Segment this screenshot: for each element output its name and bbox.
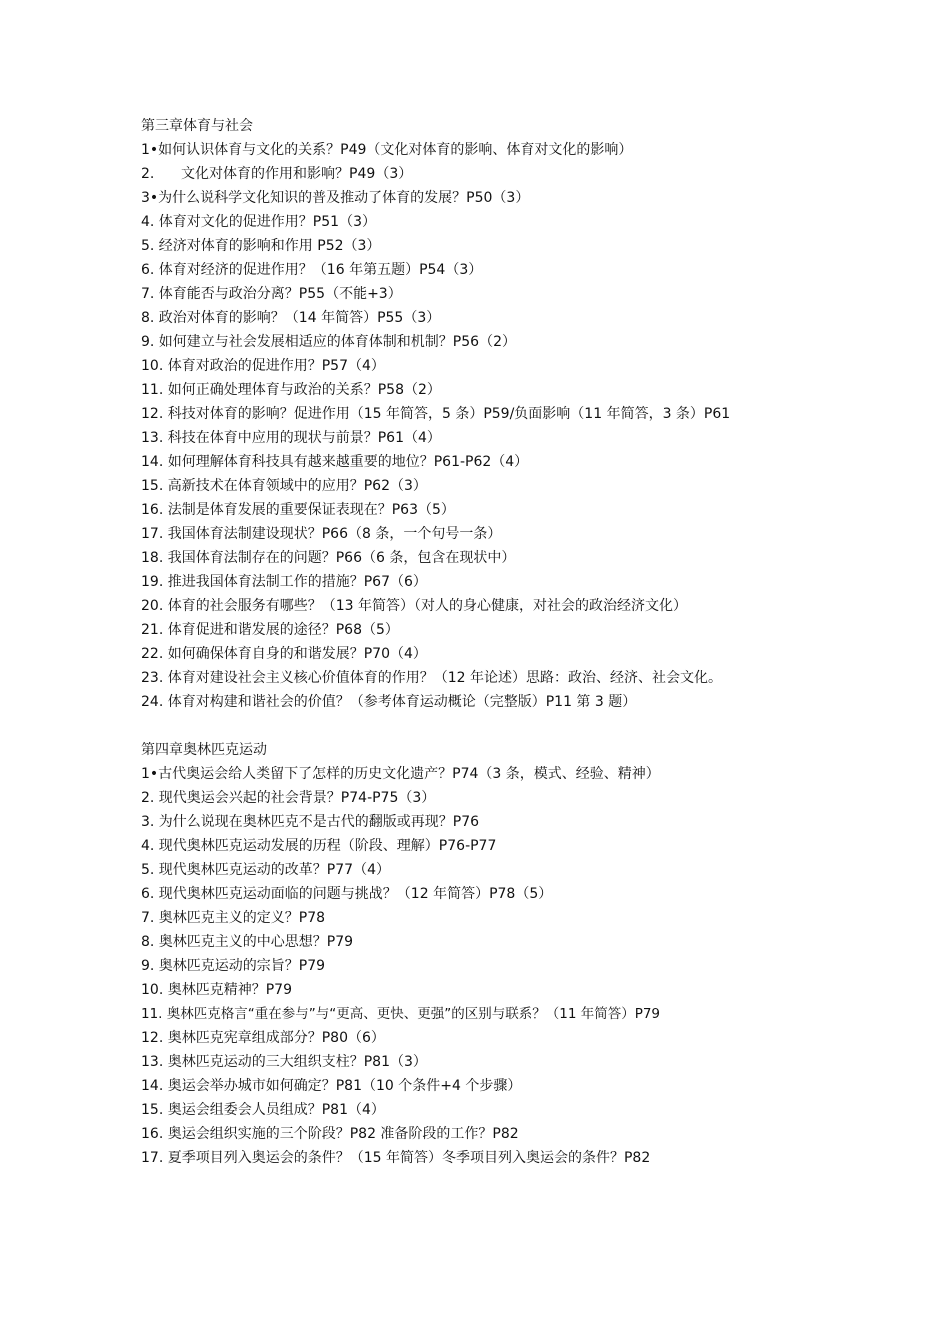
list-item: 5. 经济对体育的影响和作用 P52（3） bbox=[141, 238, 381, 254]
list-item: 14. 奥运会举办城市如何确定？P81（10 个条件+4 个步骤） bbox=[141, 1078, 522, 1094]
list-item: 21. 体育促进和谐发展的途径？P68（5） bbox=[141, 622, 399, 638]
list-item: 4. 体育对文化的促进作用？P51（3） bbox=[141, 214, 376, 230]
list-item: 20. 体育的社会服务有哪些？（13 年简答）（对人的身心健康，对社会的政治经济文化） bbox=[141, 598, 687, 614]
chapter-4-title: 第四章奥林匹克运动 bbox=[141, 742, 267, 758]
list-item: 10. 体育对政治的促进作用？P57（4） bbox=[141, 358, 385, 374]
list-item: 9. 如何建立与社会发展相适应的体育体制和机制？P56（2） bbox=[141, 334, 516, 350]
list-item: 10. 奥林匹克精神？P79 bbox=[141, 982, 292, 998]
section-spacer bbox=[141, 714, 821, 738]
list-item: 16. 法制是体育发展的重要保证表现在？P63（5） bbox=[141, 502, 455, 518]
list-item: 17. 我国体育法制建设现状？P66（8 条，一个句号一条） bbox=[141, 526, 502, 542]
list-item: 15. 高新技术在体育领域中的应用？P62（3） bbox=[141, 478, 427, 494]
list-item: 18. 我国体育法制存在的问题？P66（6 条，包含在现状中） bbox=[141, 550, 516, 566]
list-item: 8. 政治对体育的影响？（14 年简答）P55（3） bbox=[141, 310, 441, 326]
list-item: 12. 奥林匹克宪章组成部分？P80（6） bbox=[141, 1030, 385, 1046]
list-item: 15. 奥运会组委会人员组成？P81（4） bbox=[141, 1102, 385, 1118]
list-item: 6. 体育对经济的促进作用？（16 年第五题）P54（3） bbox=[141, 262, 483, 278]
list-item: 23. 体育对建设社会主义核心价值体育的作用？（12 年论述）思路：政治、经济、社会文化。 bbox=[141, 670, 722, 686]
list-item: 14. 如何理解体育科技具有越来越重要的地位？P61-P62（4） bbox=[141, 454, 529, 470]
list-item: 1•如何认识体育与文化的关系？P49（文化对体育的影响、体育对文化的影响） bbox=[141, 142, 633, 158]
list-item: 11. 如何正确处理体育与政治的关系？P58（2） bbox=[141, 382, 441, 398]
list-item: 4. 现代奥林匹克运动发展的历程（阶段、理解）P76-P77 bbox=[141, 838, 497, 854]
list-item: 22. 如何确保体育自身的和谐发展？P70（4） bbox=[141, 646, 427, 662]
list-item: 19. 推进我国体育法制工作的措施？P67（6） bbox=[141, 574, 427, 590]
list-item: 12. 科技对体育的影响？促进作用（15 年简答，5 条）P59/负面影响（11 年简答，3 条）P61 bbox=[141, 406, 731, 422]
list-item: 7. 奥林匹克主义的定义？P78 bbox=[141, 910, 326, 926]
list-item: 16. 奥运会组织实施的三个阶段？P82 准备阶段的工作？P82 bbox=[141, 1126, 519, 1142]
list-item: 2. 现代奥运会兴起的社会背景？P74-P75（3） bbox=[141, 790, 436, 806]
list-item: 24. 体育对构建和谐社会的价值？（参考体育运动概论（完整版）P11 第 3 题） bbox=[141, 694, 637, 710]
chapter-4-list bbox=[141, 762, 821, 1170]
list-item: 8. 奥林匹克主义的中心思想？P79 bbox=[141, 934, 354, 950]
list-item: 7. 体育能否与政治分离？P55（不能+3） bbox=[141, 286, 402, 302]
chapter-3-list bbox=[141, 138, 821, 714]
list-item: 1•古代奥运会给人类留下了怎样的历史文化遗产？P74（3 条，模式、经验、精神） bbox=[141, 766, 660, 782]
list-item: 3•为什么说科学文化知识的普及推动了体育的发展？P50（3） bbox=[141, 190, 530, 206]
list-item: 17. 夏季项目列入奥运会的条件？（15 年简答）冬季项目列入奥运会的条件？P82 bbox=[141, 1150, 651, 1166]
list-item: 9. 奥林匹克运动的宗旨？P79 bbox=[141, 958, 326, 974]
list-item: 13. 科技在体育中应用的现状与前景？P61（4） bbox=[141, 430, 441, 446]
list-item: 13. 奥林匹克运动的三大组织支柱？P81（3） bbox=[141, 1054, 427, 1070]
list-item: 3. 为什么说现在奥林匹克不是古代的翻版或再现？P76 bbox=[141, 814, 480, 830]
list-item: 6. 现代奥林匹克运动面临的问题与挑战？（12 年简答）P78（5） bbox=[141, 886, 553, 902]
document-page bbox=[141, 114, 821, 1170]
list-item: 2. 文化对体育的作用和影响？P49（3） bbox=[141, 166, 413, 182]
list-item: 5. 现代奥林匹克运动的改革？P77（4） bbox=[141, 862, 390, 878]
chapter-3-title: 第三章体育与社会 bbox=[141, 118, 253, 134]
list-item: 11. 奥林匹克格言“重在参与”与“更高、更快、更强”的区别与联系？（11 年简答）P79 bbox=[141, 1006, 661, 1022]
